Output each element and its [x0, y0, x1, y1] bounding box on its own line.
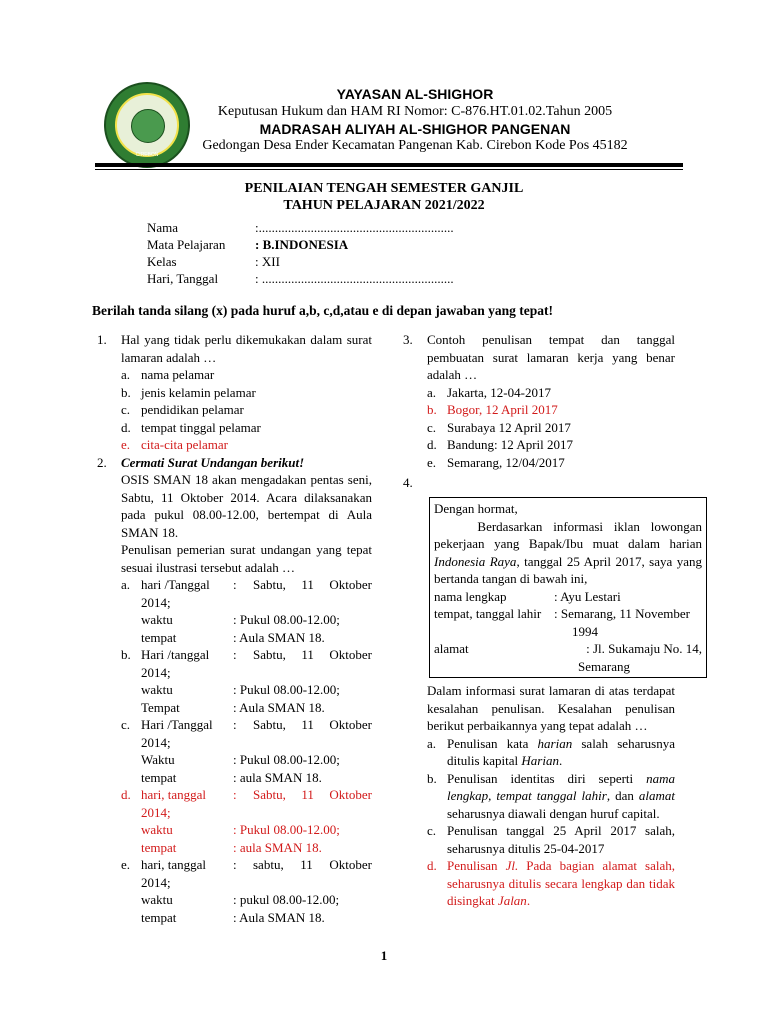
letter-value: : Semarang, 11 November [554, 606, 690, 621]
letter-value: : Ayu Lestari [554, 588, 621, 604]
options-list [121, 576, 372, 926]
day-continuation: 2014; [141, 664, 171, 680]
option-letter: b. [427, 402, 437, 417]
identity-value: : XII [255, 254, 280, 269]
question-text: OSIS SMAN 18 akan mengadakan pentas seni, Sabtu, 11 Oktober 2014. Acara dilaksanakan pada pukul 08.00-12.00, bertempat di Aula SMAN 18. [121, 472, 372, 540]
option-a[interactable] [427, 384, 675, 402]
letter-label: tempat, tanggal lahir [434, 606, 542, 621]
school-logo-icon [104, 82, 190, 168]
option-text: jenis kelamin pelamar [141, 384, 256, 400]
option-text-italic: harian [537, 735, 573, 751]
option-d-answer[interactable]: d. hari, tanggal : Sabtu, 11 Oktober 2014; waktu : Pukul 08.00-12.00; tempat : aula SMAN 18. [121, 787, 372, 855]
option-letter: a. [427, 384, 437, 400]
question-number: 4. [403, 475, 413, 490]
option-letter: c. [121, 402, 131, 417]
option-letter: b. [121, 384, 131, 400]
identity-label: Hari, Tanggal [147, 271, 219, 286]
day-number: 11 [301, 717, 314, 732]
day-label: hari, tanggal [141, 857, 206, 872]
instruction: Berilah tanda silang (x) pada huruf a,b, c,d,atau e di depan jawaban yang tepat! [92, 303, 553, 318]
option-text: . [558, 753, 563, 768]
option-c[interactable] [121, 401, 372, 419]
letterhead-rule-thick [95, 163, 683, 167]
options-list [427, 735, 675, 910]
question-3 [403, 331, 675, 471]
day-label: Hari /tanggal [141, 647, 210, 662]
place-label: tempat [141, 769, 177, 785]
option-text: Penulisan tanggal 25 April 2017 salah, seharusnya ditulis 25-04-2017 [447, 823, 675, 856]
question-heading: Cermati Surat Undangan berikut! [121, 454, 305, 470]
left-column [97, 331, 372, 926]
exam-title: PENILAIAN TENGAH SEMESTER GANJIL [244, 181, 524, 196]
letter-paragraph-rest: , tanggal 25 April 2017, saya yang bertanda tangan di bawah ini, [434, 553, 702, 586]
option-letter: d. [121, 419, 131, 435]
option-letter: e. [121, 857, 131, 872]
question-text: Hal yang tidak perlu dikemukakan dalam surat lamaran adalah … [121, 332, 372, 365]
day-continuation: 2014; [141, 734, 171, 750]
place-label: tempat [141, 839, 177, 855]
identity-row-nama [147, 219, 454, 236]
letter-ttl-row-cont [434, 623, 702, 641]
foundation-name: YAYASAN AL-SHIGHOR [336, 86, 494, 102]
day-value: sabtu, [253, 857, 284, 872]
letter-nama-row [434, 588, 702, 606]
option-letter: a. [121, 367, 131, 382]
question-prompt: Penulisan pemerian surat undangan yang tepat sesuai ilustrasi tersebut adalah … [121, 542, 372, 575]
time-value: : Pukul 08.00-12.00; [233, 612, 340, 627]
letter-paragraph-text: Berdasarkan informasi iklan lowongan pekerjaan yang Bapak/Ibu muat dalam harian [434, 518, 703, 551]
option-text: Semarang, 12/04/2017 [447, 454, 565, 470]
question-number: 2. [97, 454, 107, 470]
option-text: Surabaya 12 April 2017 [447, 419, 571, 435]
option-letter: d. [121, 787, 131, 802]
identity-row-kelas [147, 253, 454, 270]
identity-value: :............................................................ [255, 220, 454, 235]
options-list [427, 384, 675, 472]
identity-value: : ........................................................... [255, 271, 454, 286]
option-letter: c. [427, 823, 437, 838]
option-letter: a. [427, 735, 437, 751]
day-value: Sabtu, [253, 717, 286, 732]
option-b-answer[interactable] [427, 401, 675, 419]
day-value: Sabtu, [253, 787, 286, 802]
option-e[interactable] [427, 454, 675, 472]
day-month: Oktober [329, 787, 372, 802]
identity-label: Mata Pelajaran [147, 237, 226, 252]
identity-row-hari [147, 270, 454, 287]
option-text: salah seharusnya ditulis kapital [447, 735, 675, 768]
day-number: 11 [301, 647, 314, 662]
decree-line: Keputusan Hukum dan HAM RI Nomor: C-876.HT.01.02.Tahun 2005 [217, 104, 613, 119]
day-number: 11 [300, 857, 313, 872]
option-letter: c. [121, 717, 131, 732]
question-text: Dalam informasi surat lamaran di atas terdapat kesalahan penulisan. Kesalahan penulisan berikut perbaikannya yang tepat adalah … [427, 683, 675, 733]
letter-ttl-row [434, 605, 702, 623]
question-number: 3. [403, 332, 413, 347]
letter-alamat-row-cont [434, 658, 702, 676]
option-letter: e. [427, 454, 437, 470]
day-label: hari, tanggal [141, 787, 206, 802]
option-b[interactable] [121, 384, 372, 402]
day-month: Oktober [329, 647, 372, 662]
place-value: : aula SMAN 18. [233, 839, 322, 855]
time-value: : Pukul 08.00-12.00; [233, 752, 340, 767]
option-c[interactable]: c. Hari /Tanggal : Sabtu, 11 Oktober 2014; Waktu : Pukul 08.00-12.00; tempat : aula SMAN 18. [121, 717, 372, 785]
option-a[interactable] [427, 735, 675, 770]
option-text-italic: Jl. [505, 858, 519, 873]
day-label: Hari /Tanggal [141, 717, 213, 732]
page-number: 1 [380, 948, 388, 963]
day-value: Sabtu, [253, 647, 286, 662]
option-b[interactable] [427, 770, 675, 823]
option-text: Penulisan kata [447, 735, 538, 751]
option-text: seharusnya diawali dengan huruf capital. [447, 805, 660, 821]
letter-paragraph [434, 518, 702, 588]
option-letter: e. [121, 437, 131, 452]
identity-label: Kelas [147, 254, 177, 269]
question-number: 1. [97, 332, 107, 347]
option-text-italic: Jalan [497, 893, 527, 908]
time-value: : Pukul 08.00-12.00; [233, 822, 340, 837]
place-label: Tempat [141, 699, 180, 715]
place-value: : Aula SMAN 18. [233, 629, 325, 645]
option-text: , dan [606, 788, 639, 803]
exam-year: TAHUN PELAJARAN 2021/2022 [283, 198, 485, 213]
newspaper-name: Indonesia Raya [434, 553, 517, 569]
option-text: cita-cita pelamar [141, 437, 228, 452]
option-letter: c. [427, 419, 437, 435]
option-a[interactable]: a. hari /Tanggal : Sabtu, 11 Oktober 2014; waktu : Pukul 08.00-12.00; tempat : Aula SMAN 18. [121, 577, 372, 645]
option-letter: d. [427, 437, 437, 452]
letter-value: : Jl. Sukamaju No. 14, [586, 641, 702, 656]
option-text: tempat tinggal pelamar [141, 419, 261, 435]
option-text: nama pelamar [141, 367, 215, 382]
option-text-italic: nama lengkap, tempat tanggal lahir [447, 770, 675, 803]
identity-block [147, 219, 454, 287]
option-text: . [526, 893, 531, 908]
option-d[interactable] [427, 436, 675, 454]
option-text: pendidikan pelamar [141, 402, 244, 417]
day-value: Sabtu, [253, 577, 286, 592]
option-d[interactable] [121, 419, 372, 437]
day-month: Oktober [329, 857, 372, 872]
option-letter: b. [427, 770, 437, 786]
time-label: waktu [141, 892, 173, 907]
day-continuation: 2014; [141, 594, 171, 610]
option-letter: d. [427, 858, 437, 873]
right-column [403, 331, 703, 910]
option-letter: b. [121, 647, 131, 662]
time-label: waktu [141, 682, 173, 697]
option-text: Bandung: 12 April 2017 [447, 437, 574, 452]
option-letter: a. [121, 577, 131, 592]
question-2 [97, 454, 372, 927]
option-text: Penulisan identitas diri seperti [447, 770, 647, 786]
place-label: tempat [141, 629, 177, 645]
identity-row-mapel [147, 236, 454, 253]
option-c[interactable] [427, 419, 675, 437]
letter-greeting: Dengan hormat, [434, 501, 518, 516]
identity-value: : B.INDONESIA [255, 237, 349, 252]
option-text: Pada bagian alamat salah, seharusnya ditulis secara lengkap dan tidak disingkat [447, 858, 675, 908]
day-label: hari /Tanggal [141, 577, 210, 592]
question-4 [403, 474, 703, 910]
logo-text: CIREBON [135, 152, 159, 158]
option-text-italic: alamat [638, 788, 675, 803]
day-number: 11 [301, 787, 314, 802]
question-text: Contoh penulisan tempat dan tanggal pembuatan surat lamaran kerja yang benar adalah … [427, 332, 675, 382]
identity-label: Nama [147, 220, 179, 235]
letter-label: nama lengkap [434, 588, 507, 604]
day-month: Oktober [329, 717, 372, 732]
place-value: : Aula SMAN 18. [233, 909, 325, 925]
day-number: 11 [301, 577, 314, 592]
option-c[interactable] [427, 822, 675, 857]
letter-excerpt-box [429, 497, 707, 678]
letter-value: Semarang [578, 658, 630, 674]
option-e[interactable]: e. hari, tanggal : sabtu, 11 Oktober 2014; waktu : pukul 08.00-12.00; tempat : Aula SMAN 18. [121, 857, 372, 925]
place-value: : aula SMAN 18. [233, 769, 322, 785]
day-continuation: 2014; [141, 874, 171, 890]
logo-core [131, 109, 165, 143]
time-label: waktu [141, 822, 173, 837]
time-label: waktu [141, 612, 173, 627]
school-address: Gedongan Desa Ender Kecamatan Pangenan Kab. Cirebon Kode Pos 45182 [202, 138, 628, 153]
time-value: : Pukul 08.00-12.00; [233, 682, 340, 697]
option-text: Jakarta, 12-04-2017 [447, 384, 551, 400]
option-text: Bogor, 12 April 2017 [447, 402, 558, 417]
day-continuation: 2014; [141, 804, 171, 820]
option-text-italic: Harian [521, 753, 559, 768]
option-e-answer[interactable] [121, 436, 372, 454]
day-month: Oktober [329, 577, 372, 592]
letter-label: alamat [434, 641, 469, 656]
letter-value: 1994 [572, 623, 598, 639]
letterhead-rule-thin [95, 169, 683, 170]
time-value: : pukul 08.00-12.00; [233, 892, 340, 907]
letter-alamat-row [434, 640, 702, 658]
option-text: Penulisan [447, 858, 506, 873]
place-label: tempat [141, 909, 177, 925]
logo-ring [115, 93, 179, 157]
question-1 [97, 331, 372, 454]
school-name: MADRASAH ALIYAH AL-SHIGHOR PANGENAN [259, 121, 571, 137]
options-list [121, 366, 372, 454]
place-value: : Aula SMAN 18. [233, 699, 325, 715]
option-a[interactable] [121, 366, 372, 384]
time-label: Waktu [141, 752, 175, 767]
option-b[interactable]: b. Hari /tanggal : Sabtu, 11 Oktober 2014; waktu : Pukul 08.00-12.00; Tempat : Aula SMAN 18. [121, 647, 372, 715]
option-d-answer[interactable] [427, 857, 675, 910]
